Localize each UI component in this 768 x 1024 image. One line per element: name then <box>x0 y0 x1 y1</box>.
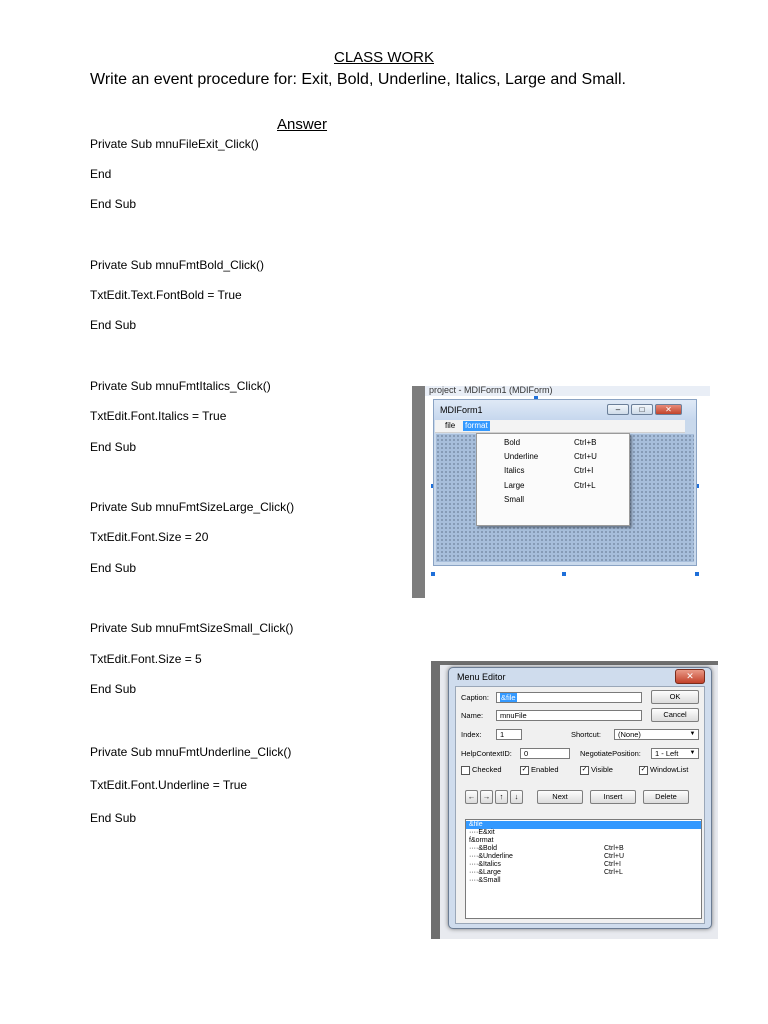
delete-button[interactable]: Delete <box>643 790 689 804</box>
menu-editor-screenshot <box>431 661 718 939</box>
menu-item-shortcut: Ctrl+B <box>574 438 597 447</box>
code-line: Private Sub mnuFmtItalics_Click() <box>90 379 271 393</box>
check-icon: ✓ <box>581 766 588 773</box>
checkbox-label: Enabled <box>531 765 559 774</box>
code-line: Private Sub mnuFmtBold_Click() <box>90 258 265 272</box>
shortcut-label: Shortcut: <box>571 730 602 739</box>
arrow-right-icon[interactable]: → <box>480 790 493 804</box>
code-line: End Sub <box>90 811 137 825</box>
enabled-checkbox[interactable] <box>520 766 529 775</box>
ok-button[interactable]: OK <box>651 690 699 704</box>
insert-button[interactable]: Insert <box>590 790 636 804</box>
menu-item-shortcut: Ctrl+U <box>574 452 597 461</box>
menu-editor-panel <box>455 686 705 924</box>
code-line: End Sub <box>90 682 137 696</box>
checkbox-label: Checked <box>472 765 502 774</box>
index-input[interactable]: 1 <box>496 729 522 740</box>
menu-item-label: Bold <box>504 438 521 447</box>
code-line: End Sub <box>90 561 137 575</box>
code-line: TxtEdit.Font.Italics = True <box>90 409 227 423</box>
minimize-icon[interactable]: – <box>607 404 629 415</box>
list-item[interactable]: ····&Italics Ctrl+I <box>469 861 621 868</box>
caption-input[interactable]: &file <box>496 692 642 703</box>
format-menu-dropdown <box>476 433 630 526</box>
arrow-down-icon[interactable]: ↓ <box>510 790 523 804</box>
menu-item-shortcut: Ctrl+I <box>574 466 594 475</box>
dialog-title: Menu Editor <box>457 672 506 682</box>
next-button[interactable]: Next <box>537 790 583 804</box>
menu-item-label: Underline <box>504 452 539 461</box>
resize-handle[interactable] <box>562 572 566 576</box>
checkbox-label: Visible <box>591 765 613 774</box>
close-icon[interactable]: ✕ <box>655 404 682 415</box>
mdi-form-screenshot <box>412 386 710 598</box>
shortcut-select[interactable]: (None) ▼ <box>614 729 699 740</box>
menu-editor-dialog <box>448 667 712 929</box>
helpcontextid-input[interactable]: 0 <box>520 748 570 759</box>
list-item[interactable]: ····&Small <box>469 877 501 884</box>
code-line: End <box>90 167 112 181</box>
page-title: CLASS WORK <box>333 49 435 66</box>
cancel-button[interactable]: Cancel <box>651 708 699 722</box>
helpcontextid-label: HelpContextID: <box>461 749 512 758</box>
arrow-up-icon[interactable]: ↑ <box>495 790 508 804</box>
visible-checkbox[interactable] <box>580 766 589 775</box>
chevron-down-icon: ▼ <box>689 750 696 756</box>
code-line: End Sub <box>90 197 137 211</box>
list-item[interactable]: ····&Bold Ctrl+B <box>469 845 624 852</box>
code-line: Private Sub mnuFmtSizeSmall_Click() <box>90 621 294 635</box>
code-line: TxtEdit.Font.Size = 5 <box>90 652 202 666</box>
check-icon: ✓ <box>640 766 647 773</box>
menu-file[interactable]: file <box>445 421 456 430</box>
caption-label: Caption: <box>461 693 489 702</box>
negotiate-position-select[interactable]: 1 - Left ▼ <box>651 748 699 759</box>
menu-item-italics[interactable] <box>477 464 629 478</box>
project-window-title: project - MDIForm1 (MDIForm) <box>425 386 710 396</box>
code-line: End Sub <box>90 318 137 332</box>
resize-handle[interactable] <box>695 572 699 576</box>
code-line: TxtEdit.Font.Underline = True <box>90 778 248 792</box>
code-line: TxtEdit.Font.Size = 20 <box>90 530 209 544</box>
close-icon[interactable]: ✕ <box>675 669 705 684</box>
index-label: Index: <box>461 730 482 739</box>
windowlist-checkbox[interactable] <box>639 766 648 775</box>
list-item[interactable]: ····&Large Ctrl+L <box>469 869 623 876</box>
menu-item-shortcut: Ctrl+L <box>574 481 596 490</box>
mdi-form-titlebar <box>434 400 696 420</box>
chevron-down-icon: ▼ <box>689 731 696 737</box>
resize-handle[interactable] <box>431 572 435 576</box>
menu-item-large[interactable] <box>477 479 629 493</box>
checkbox-label: WindowList <box>650 765 689 774</box>
code-line: TxtEdit.Text.FontBold = True <box>90 288 242 302</box>
code-line: Private Sub mnuFileExit_Click() <box>90 137 259 151</box>
list-item[interactable]: f&ormat <box>469 837 494 844</box>
mdi-form-window[interactable] <box>433 399 697 566</box>
screenshot-border <box>412 386 425 598</box>
mdi-form-title: MDIForm1 <box>440 405 483 415</box>
menu-item-bold[interactable] <box>477 436 629 450</box>
name-label: Name: <box>461 711 484 720</box>
code-line: Private Sub mnuFmtUnderline_Click() <box>90 745 292 759</box>
check-icon: ✓ <box>521 766 528 773</box>
menu-items-list[interactable] <box>465 819 702 919</box>
name-input[interactable]: mnuFile <box>496 710 642 721</box>
list-item[interactable]: &file <box>466 821 701 829</box>
arrow-left-icon[interactable]: ← <box>465 790 478 804</box>
menu-format[interactable]: format <box>465 421 488 430</box>
code-line: Private Sub mnuFmtSizeLarge_Click() <box>90 500 295 514</box>
checked-checkbox[interactable] <box>461 766 470 775</box>
code-line: End Sub <box>90 440 137 454</box>
list-item[interactable]: ····&Underline Ctrl+U <box>469 853 625 860</box>
maximize-icon[interactable]: □ <box>631 404 653 415</box>
menu-item-underline[interactable] <box>477 450 629 464</box>
menu-item-label: Small <box>504 495 525 504</box>
assignment-instruction: Write an event procedure for: Exit, Bold, Underline, Italics, Large and Small. <box>90 71 626 88</box>
list-item[interactable]: ····E&xit <box>469 829 495 836</box>
answer-heading: Answer <box>277 116 328 133</box>
menu-item-small[interactable] <box>477 493 629 507</box>
negotiate-position-label: NegotiatePosition: <box>580 749 641 758</box>
menu-bar <box>435 420 685 433</box>
menu-item-label: Large <box>504 481 525 490</box>
menu-item-label: Italics <box>504 466 525 475</box>
